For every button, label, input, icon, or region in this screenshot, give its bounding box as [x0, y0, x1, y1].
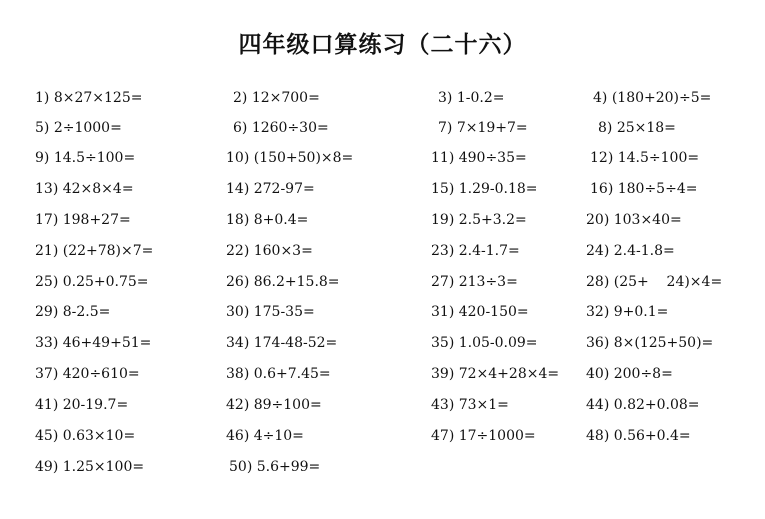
- problem-17: 17) 198+27=: [35, 212, 131, 228]
- problem-20: 20) 103×40=: [586, 212, 682, 228]
- problem-33: 33) 46+49+51=: [35, 335, 152, 351]
- problem-48: 48) 0.56+0.4=: [586, 428, 691, 444]
- problem-7: 7) 7×19+7=: [438, 120, 528, 136]
- problem-36: 36) 8×(125+50)=: [586, 335, 714, 351]
- problem-40: 40) 200÷8=: [586, 366, 673, 382]
- problem-30: 30) 175-35=: [226, 304, 315, 320]
- problem-11: 11) 490÷35=: [431, 150, 527, 166]
- problem-34: 34) 174-48-52=: [226, 335, 338, 351]
- problem-35: 35) 1.05-0.09=: [431, 335, 538, 351]
- problem-3: 3) 1-0.2=: [438, 90, 505, 106]
- problem-28: 28) (25+ 24)×4=: [586, 274, 723, 290]
- problem-25: 25) 0.25+0.75=: [35, 274, 149, 290]
- problem-47: 47) 17÷1000=: [431, 428, 536, 444]
- problem-4: 4) (180+20)÷5=: [593, 90, 712, 106]
- worksheet-title: 四年级口算练习（二十六）: [238, 32, 527, 58]
- problem-38: 38) 0.6+7.45=: [226, 366, 331, 382]
- problem-32: 32) 9+0.1=: [586, 304, 669, 320]
- problem-13: 13) 42×8×4=: [35, 181, 134, 197]
- problem-9: 9) 14.5÷100=: [35, 150, 136, 166]
- problem-19: 19) 2.5+3.2=: [431, 212, 527, 228]
- problem-29: 29) 8-2.5=: [35, 304, 111, 320]
- problem-26: 26) 86.2+15.8=: [226, 274, 340, 290]
- problem-31: 31) 420-150=: [431, 304, 529, 320]
- problem-6: 6) 1260÷30=: [233, 120, 329, 136]
- problem-21: 21) (22+78)×7=: [35, 243, 154, 259]
- problem-15: 15) 1.29-0.18=: [431, 181, 538, 197]
- problem-42: 42) 89÷100=: [226, 397, 322, 413]
- problem-1: 1) 8×27×125=: [35, 90, 143, 106]
- problem-8: 8) 25×18=: [598, 120, 676, 136]
- problem-10: 10) (150+50)×8=: [226, 150, 354, 166]
- problem-50: 50) 5.6+99=: [229, 459, 321, 475]
- problem-24: 24) 2.4-1.8=: [586, 243, 675, 259]
- problem-18: 18) 8+0.4=: [226, 212, 309, 228]
- problem-27: 27) 213÷3=: [431, 274, 518, 290]
- problem-45: 45) 0.63×10=: [35, 428, 136, 444]
- problem-39: 39) 72×4+28×4=: [431, 366, 560, 382]
- problem-14: 14) 272-97=: [226, 181, 315, 197]
- problem-37: 37) 420÷610=: [35, 366, 140, 382]
- problem-12: 12) 14.5÷100=: [590, 150, 700, 166]
- problem-43: 43) 73×1=: [431, 397, 509, 413]
- problem-2: 2) 12×700=: [233, 90, 320, 106]
- problem-5: 5) 2÷1000=: [35, 120, 122, 136]
- problem-46: 46) 4÷10=: [226, 428, 304, 444]
- problem-41: 41) 20-19.7=: [35, 397, 129, 413]
- problem-16: 16) 180÷5÷4=: [590, 181, 698, 197]
- problem-44: 44) 0.82+0.08=: [586, 397, 700, 413]
- problem-49: 49) 1.25×100=: [35, 459, 145, 475]
- problem-23: 23) 2.4-1.7=: [431, 243, 520, 259]
- problem-22: 22) 160×3=: [226, 243, 313, 259]
